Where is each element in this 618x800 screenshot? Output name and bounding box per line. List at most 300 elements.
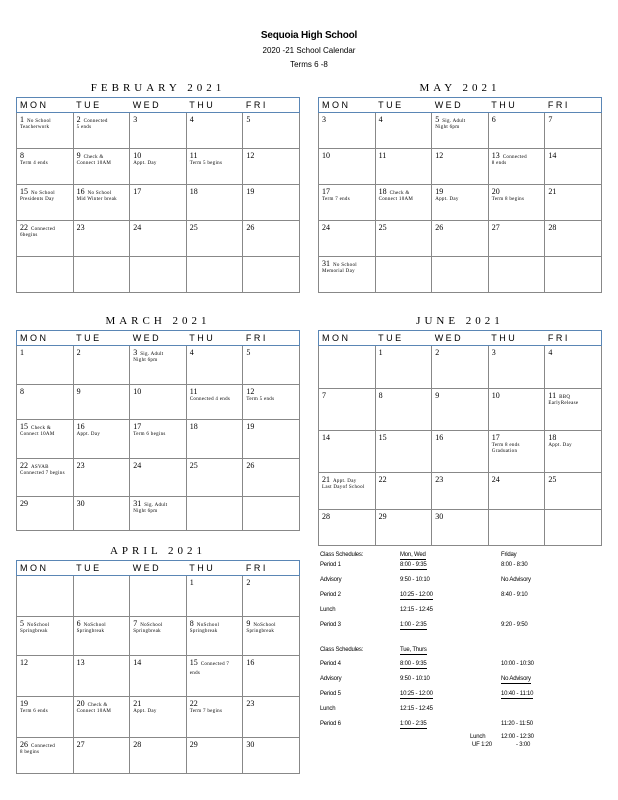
event-note: Term 4 ends (20, 161, 48, 166)
schedule-time-b: 11:20 - 11:50 (501, 721, 533, 727)
day-number: 26 (246, 461, 255, 470)
day-number: 20 (491, 187, 500, 196)
weekday-header: TUE (73, 331, 130, 346)
day-number: 10 (322, 151, 330, 160)
event-title: BBQ (559, 395, 571, 400)
day-cell (243, 656, 300, 697)
event-title: Sig. Adult (140, 352, 164, 357)
event-note: 8 ends (491, 161, 507, 167)
day-cell (17, 221, 74, 257)
day-number: 28 (548, 223, 557, 232)
event-title: No School (333, 263, 357, 268)
day-number: 16 (246, 658, 255, 667)
day-cell (17, 656, 74, 697)
weekday-header: WED (130, 561, 187, 576)
weekday-header: TUE (375, 331, 432, 346)
event-title: Sig. Adult (144, 503, 168, 508)
day-number: 25 (378, 223, 387, 232)
day-number: 23 (76, 461, 85, 470)
day-cell (73, 185, 130, 221)
month-title: JUNE 2021 (416, 315, 504, 327)
weekday-header: MON (319, 331, 376, 346)
day-number: 4 (378, 115, 383, 124)
event-note: Term 5 ends (246, 397, 275, 402)
event-note: EarlyRelease (548, 401, 579, 407)
day-number: 17 (322, 187, 330, 196)
day-cell (319, 113, 376, 149)
event-note: Last Dayof School (322, 485, 365, 491)
month-grid (16, 560, 300, 774)
day-number: 7 (548, 115, 553, 124)
day-cell (545, 185, 602, 221)
day-cell (375, 510, 432, 546)
day-number: 31 (133, 499, 142, 508)
day-number: 19 (20, 699, 28, 708)
day-cell (375, 113, 432, 149)
day-cell (375, 257, 432, 293)
day-cell (17, 497, 74, 531)
day-cell (319, 346, 376, 389)
day-number: 15 (189, 658, 198, 667)
day-cell (186, 221, 243, 257)
day-cell (186, 420, 243, 459)
day-number: 9 (76, 387, 81, 396)
day-number: 5 (20, 619, 24, 628)
schedule-time-a: 9:50 - 10:10 (400, 676, 430, 682)
weekday-header: TUE (73, 561, 130, 576)
schedule-time-a: 8:00 - 9:35 (400, 562, 427, 568)
weekday-header: FRI (243, 331, 300, 346)
day-number: 1 (20, 348, 24, 357)
day-cell (432, 149, 489, 185)
week-row (319, 149, 602, 185)
schedule-time-a: 9:50 - 10:10 (400, 577, 430, 583)
day-cell (130, 257, 187, 293)
day-cell (243, 385, 300, 420)
day-number: 15 (20, 187, 28, 196)
schedule-period-label: Period 6 (320, 721, 341, 727)
schedule-time-a: 8:00 - 9:35 (400, 661, 427, 667)
event-note: Connected 4 ends (189, 397, 231, 402)
day-number: 27 (491, 223, 500, 232)
event-title: Check & (87, 703, 108, 708)
event-title: NoSchool (83, 623, 106, 628)
day-cell (243, 185, 300, 221)
event-title: Check & (31, 426, 52, 431)
day-cell (130, 738, 187, 774)
day-cell (17, 149, 74, 185)
day-number: 19 (246, 422, 255, 431)
day-number: 21 (322, 475, 330, 484)
event-note: 8 begins (20, 750, 40, 756)
weekday-header: MON (17, 331, 74, 346)
week-row (17, 185, 300, 221)
terms-label: Terms 6 -8 (290, 60, 328, 69)
schedule-heading: Class Schedules: (320, 552, 364, 558)
day-number: 13 (76, 658, 85, 667)
day-cell (186, 385, 243, 420)
day-number: 13 (491, 151, 500, 160)
month-calendar (16, 80, 300, 293)
day-cell (488, 149, 545, 185)
weekday-header: TUE (375, 98, 432, 113)
day-cell (130, 576, 187, 617)
day-cell (545, 346, 602, 389)
day-number: 21 (548, 187, 557, 196)
day-cell (243, 346, 300, 385)
schedule-time-a: 10:25 - 12:00 (400, 691, 433, 697)
event-note: Springbreak (133, 629, 161, 635)
event-note: Term 8 begins (491, 197, 525, 202)
weekday-header: WED (432, 331, 489, 346)
event-note: Appt. Day (435, 197, 459, 202)
week-row (17, 385, 300, 420)
event-note: Connect 10AM (20, 432, 55, 438)
weekday-header: TUE (73, 98, 130, 113)
schedule-extra-label: UF 1:20 (472, 742, 492, 748)
day-number: 9 (246, 619, 251, 628)
day-cell (488, 185, 545, 221)
day-number: 16 (76, 422, 85, 431)
day-number: 3 (322, 115, 326, 124)
day-number: 12 (435, 151, 444, 160)
event-note: Connect 10AM (76, 709, 112, 715)
day-cell (432, 257, 489, 293)
weekday-header: THU (186, 331, 243, 346)
day-cell (319, 257, 376, 293)
event-note: Springbreak (246, 629, 275, 635)
schedule-time-b: No Advisory (501, 577, 531, 583)
day-number: 22 (20, 223, 28, 232)
week-row (17, 738, 300, 774)
day-number: 25 (189, 461, 198, 470)
schedule-col-head: Friday (501, 552, 517, 558)
school-title: Sequoia High School (260, 30, 358, 41)
event-note: Springbreak (189, 629, 218, 635)
weekday-header: WED (130, 331, 187, 346)
calendar-subtitle: 2020 -21 School Calendar (262, 46, 356, 55)
week-row (319, 185, 602, 221)
day-cell (488, 113, 545, 149)
day-number: 8 (378, 391, 383, 400)
day-cell (432, 389, 489, 431)
week-row (17, 420, 300, 459)
day-cell (17, 113, 74, 149)
day-cell (243, 221, 300, 257)
event-title: No School (31, 191, 55, 196)
day-cell (545, 257, 602, 293)
day-cell (319, 185, 376, 221)
day-cell (319, 510, 376, 546)
day-number: 12 (20, 658, 28, 667)
day-cell (375, 221, 432, 257)
day-cell (488, 431, 545, 473)
day-number: 17 (133, 187, 142, 196)
day-cell (545, 431, 602, 473)
day-number: 7 (322, 391, 326, 400)
day-number: 24 (491, 475, 500, 484)
month-calendar (16, 313, 300, 531)
event-title: No School (87, 191, 112, 196)
weekday-header: FRI (243, 561, 300, 576)
day-number: 20 (76, 699, 85, 708)
day-number: 30 (76, 499, 85, 508)
day-cell (375, 149, 432, 185)
day-number: 4 (189, 115, 194, 124)
week-row (17, 697, 300, 738)
day-number: 5 (246, 348, 251, 357)
day-cell (375, 389, 432, 431)
day-cell (432, 113, 489, 149)
day-cell (130, 497, 187, 531)
day-cell (17, 257, 74, 293)
day-cell (130, 697, 187, 738)
month-title: MAY 2021 (419, 82, 501, 94)
event-title: Connected (83, 119, 108, 124)
event-note: 6begins (20, 233, 38, 239)
weekday-header: WED (432, 98, 489, 113)
schedule-period-label: Advisory (320, 577, 342, 583)
day-cell (17, 346, 74, 385)
month-calendar (16, 543, 300, 774)
event-title: Connected (502, 155, 527, 160)
day-cell (73, 656, 130, 697)
event-note: Term 6 ends (20, 709, 48, 714)
day-number: 24 (133, 461, 142, 470)
day-number: 5 (246, 115, 251, 124)
day-number: 10 (133, 151, 142, 160)
schedule-time-a: 12:15 - 12:45 (400, 607, 433, 613)
day-number: 18 (189, 422, 198, 431)
schedule-period-label: Period 1 (320, 562, 341, 568)
event-note: Appt. Day (76, 432, 101, 437)
day-number: 25 (548, 475, 557, 484)
day-number: 17 (133, 422, 142, 431)
day-cell (432, 510, 489, 546)
day-number: 19 (246, 187, 255, 196)
day-cell (432, 346, 489, 389)
day-cell (73, 221, 130, 257)
month-calendar (318, 80, 602, 293)
day-cell (130, 221, 187, 257)
day-cell (243, 113, 300, 149)
day-cell (243, 149, 300, 185)
day-cell (243, 420, 300, 459)
event-title: Appt. Day (333, 479, 357, 484)
schedule-period-label: Advisory (320, 676, 342, 682)
day-number: 8 (20, 151, 24, 160)
weekday-header: FRI (545, 98, 602, 113)
day-number: 16 (76, 187, 85, 196)
day-number: 16 (435, 433, 444, 442)
event-note: Term 5 begins (189, 161, 223, 166)
event-note: Springbreak (76, 629, 105, 635)
day-number: 8 (189, 619, 194, 628)
day-cell (17, 576, 74, 617)
day-cell (130, 185, 187, 221)
event-note: Mid Winter break (76, 197, 117, 203)
day-number: 30 (435, 512, 444, 521)
day-number: 26 (435, 223, 444, 232)
month-grid (16, 97, 300, 293)
schedule-time-b: 9:20 - 9:50 (501, 622, 528, 628)
week-row (319, 431, 602, 473)
event-note: Term 7 begins (189, 709, 223, 714)
week-row (319, 389, 602, 431)
day-cell (488, 257, 545, 293)
day-number: 9 (76, 151, 81, 160)
day-cell (130, 617, 187, 656)
day-number: 27 (76, 740, 85, 749)
day-number: 3 (491, 348, 496, 357)
day-number: 21 (133, 699, 142, 708)
day-number: 5 (435, 115, 440, 124)
day-number: 1 (20, 115, 24, 124)
schedule-time-a: 12:15 - 12:45 (400, 706, 433, 712)
schedule-time-b: 10:40 - 11:10 (501, 691, 534, 697)
event-title: Connected (31, 227, 56, 232)
day-cell (375, 346, 432, 389)
day-cell (186, 149, 243, 185)
month-grid (318, 330, 602, 546)
day-cell (243, 697, 300, 738)
day-number: 11 (378, 151, 387, 160)
week-row (17, 346, 300, 385)
day-number: 24 (322, 223, 330, 232)
day-number: 14 (548, 151, 557, 160)
day-cell (73, 697, 130, 738)
month-title: APRIL 2021 (109, 545, 207, 557)
day-cell (186, 185, 243, 221)
day-cell (73, 459, 130, 497)
day-number: 18 (189, 187, 198, 196)
day-cell (17, 420, 74, 459)
schedule-extra-label: Lunch (470, 734, 486, 740)
day-number: 1 (378, 348, 383, 357)
day-number: 11 (189, 151, 198, 160)
schedule-col-head: Tue, Thurs (400, 647, 427, 653)
day-cell (130, 420, 187, 459)
schedule-time-b: 8:40 - 9:10 (501, 592, 528, 598)
schedule-tue-thu (320, 647, 610, 757)
day-number: 2 (76, 115, 81, 124)
day-cell (243, 738, 300, 774)
event-title: ASVAB (31, 465, 49, 470)
week-row (319, 257, 602, 293)
day-number: 1 (189, 578, 194, 587)
event-note: Connect 10AM (378, 197, 414, 203)
month-grid (16, 330, 300, 531)
event-note: Memorial Day (322, 269, 355, 275)
week-row (319, 221, 602, 257)
day-cell (545, 113, 602, 149)
day-number: 29 (378, 512, 387, 521)
schedule-period-label: Period 2 (320, 592, 341, 598)
event-note: Night 6pm (435, 125, 460, 131)
event-note: Presidents Day (20, 197, 55, 203)
day-number: 10 (133, 387, 142, 396)
week-row (17, 656, 300, 697)
day-cell (545, 389, 602, 431)
week-row (319, 510, 602, 546)
week-row (17, 149, 300, 185)
day-cell (73, 420, 130, 459)
week-row (17, 459, 300, 497)
event-note: Appt. Day (133, 709, 157, 714)
schedule-time-a: 10:25 - 12:00 (400, 592, 433, 598)
weekday-header: FRI (243, 98, 300, 113)
day-number: 6 (76, 619, 81, 628)
day-number: 22 (20, 461, 28, 470)
day-cell (73, 113, 130, 149)
day-cell (17, 185, 74, 221)
day-cell (432, 431, 489, 473)
day-number: 30 (246, 740, 255, 749)
day-number: 15 (20, 422, 28, 431)
day-cell (319, 473, 376, 510)
weekday-header: MON (17, 98, 74, 113)
day-cell (130, 656, 187, 697)
day-cell (186, 697, 243, 738)
day-number: 23 (246, 699, 255, 708)
day-cell (186, 617, 243, 656)
day-cell (545, 510, 602, 546)
day-cell (17, 617, 74, 656)
schedule-time-b: 10:00 - 10:30 (501, 661, 534, 667)
day-cell (73, 149, 130, 185)
day-number: 18 (378, 187, 387, 196)
day-cell (17, 697, 74, 738)
schedule-time-a: 1:00 - 2:35 (400, 721, 427, 727)
day-number: 3 (133, 115, 138, 124)
schedule-period-label: Period 5 (320, 691, 341, 697)
month-title: FEBRUARY 2021 (90, 82, 226, 94)
day-number: 28 (322, 512, 330, 521)
event-note: Connect 10AM (76, 161, 112, 167)
schedule-period-label: Period 4 (320, 661, 341, 667)
schedule-time-b: 8:00 - 8:30 (501, 562, 528, 568)
week-row (319, 346, 602, 389)
day-number: 6 (491, 115, 496, 124)
event-note: Connected 7 begins (20, 471, 65, 477)
week-row (319, 113, 602, 149)
day-cell (243, 576, 300, 617)
weekday-header: WED (130, 98, 187, 113)
day-number: 4 (189, 348, 194, 357)
week-row (17, 257, 300, 293)
day-number: 22 (189, 699, 198, 708)
day-cell (432, 473, 489, 510)
day-cell (545, 221, 602, 257)
week-row (17, 497, 300, 531)
schedule-col-head: Mon, Wed (400, 552, 426, 558)
event-note: Teacherwork (20, 125, 50, 131)
event-title: Connected (31, 744, 56, 749)
day-cell (186, 257, 243, 293)
day-number: 14 (322, 433, 330, 442)
day-cell (375, 431, 432, 473)
day-number: 3 (133, 348, 138, 357)
weekday-header: FRI (545, 331, 602, 346)
day-cell (186, 656, 243, 697)
day-cell (545, 149, 602, 185)
day-cell (319, 221, 376, 257)
weekday-header: THU (488, 98, 545, 113)
day-number: 19 (435, 187, 444, 196)
schedule-time-a: 1:00 - 2:35 (400, 622, 427, 628)
day-cell (243, 617, 300, 656)
day-cell (488, 389, 545, 431)
